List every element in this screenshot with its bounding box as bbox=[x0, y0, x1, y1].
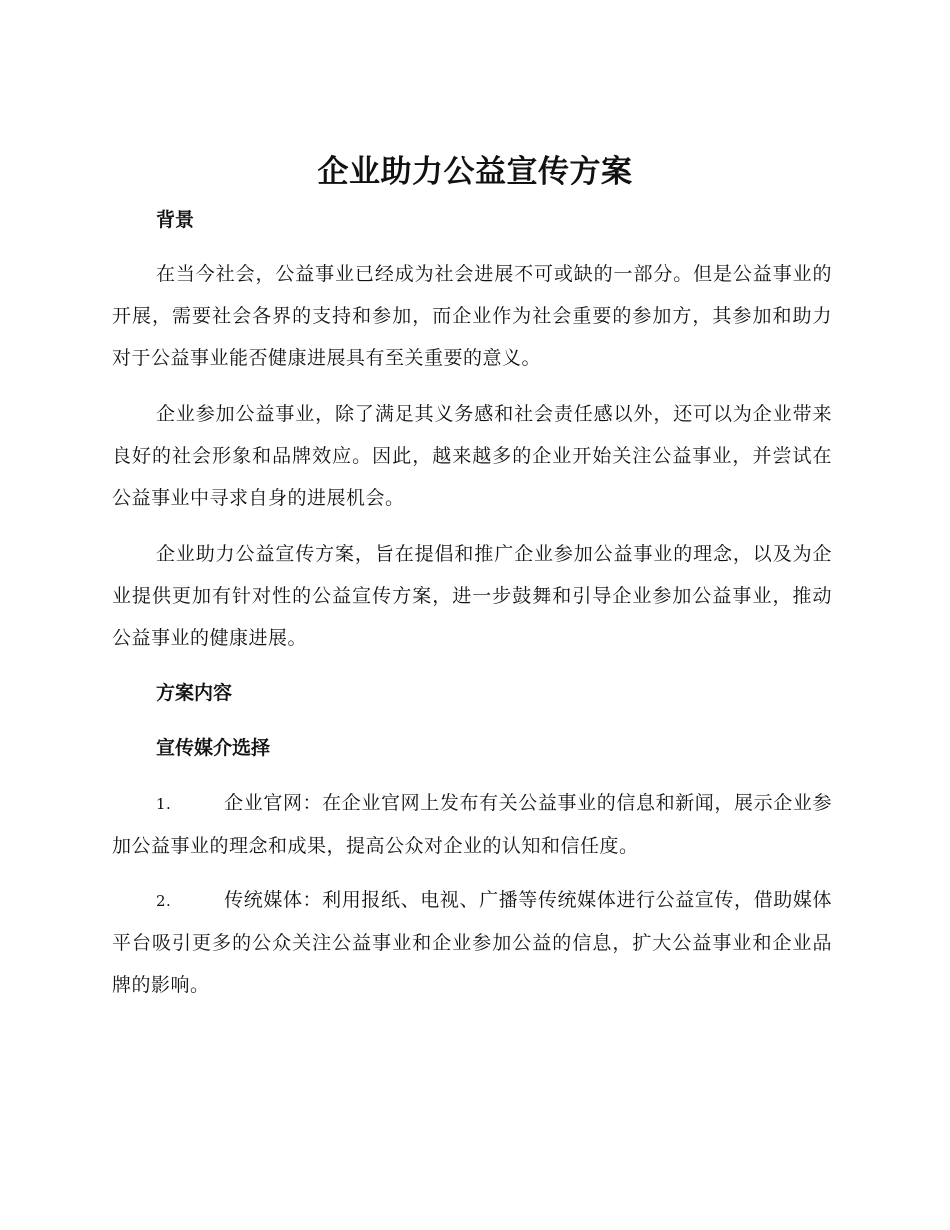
background-paragraph-3: 企业助力公益宣传方案，旨在提倡和推广企业参加公益事业的理念，以及为企业提供更加有针对性的公益宣传方案，进一步鼓舞和引导企业参加公益事业，推动公益事业的健康进展。 bbox=[112, 543, 832, 649]
section-heading-media-selection: 宣传媒介选择 bbox=[156, 737, 271, 759]
background-paragraph-2: 企业参加公益事业，除了满足其义务感和社会责任感以外，还可以为企业带来良好的社会形象和品牌效应。因此，越来越多的企业开始关注公益事业，并尝试在公益事业中寻求自身的进展机会。 bbox=[112, 403, 832, 509]
section-heading-background: 背景 bbox=[156, 209, 195, 231]
list-item-text: 企业官网：在企业官网上发布有关公益事业的信息和新闻，展示企业参加公益事业的理念和成果，提高公众对企业的认知和信任度。 bbox=[112, 792, 832, 857]
list-item bbox=[112, 782, 832, 867]
background-paragraph-1: 在当今社会，公益事业已经成为社会进展不可或缺的一部分。但是公益事业的开展，需要社会各界的支持和参加，而企业作为社会重要的参加方，其参加和助力对于公益事业能否健康进展具有至关重要的意义。 bbox=[112, 263, 832, 369]
document-title: 企业助力公益宣传方案 bbox=[317, 154, 633, 190]
list-item-text: 传统媒体：利用报纸、电视、广播等传统媒体进行公益宣传，借助媒体平台吸引更多的公众关注公益事业和企业参加公益的信息，扩大公益事业和企业品牌的影响。 bbox=[112, 889, 832, 996]
list-item-number: 1. bbox=[156, 795, 172, 813]
list-item bbox=[112, 879, 832, 1006]
section-heading-plan-content: 方案内容 bbox=[156, 682, 233, 704]
list-item-number: 2. bbox=[156, 892, 172, 910]
